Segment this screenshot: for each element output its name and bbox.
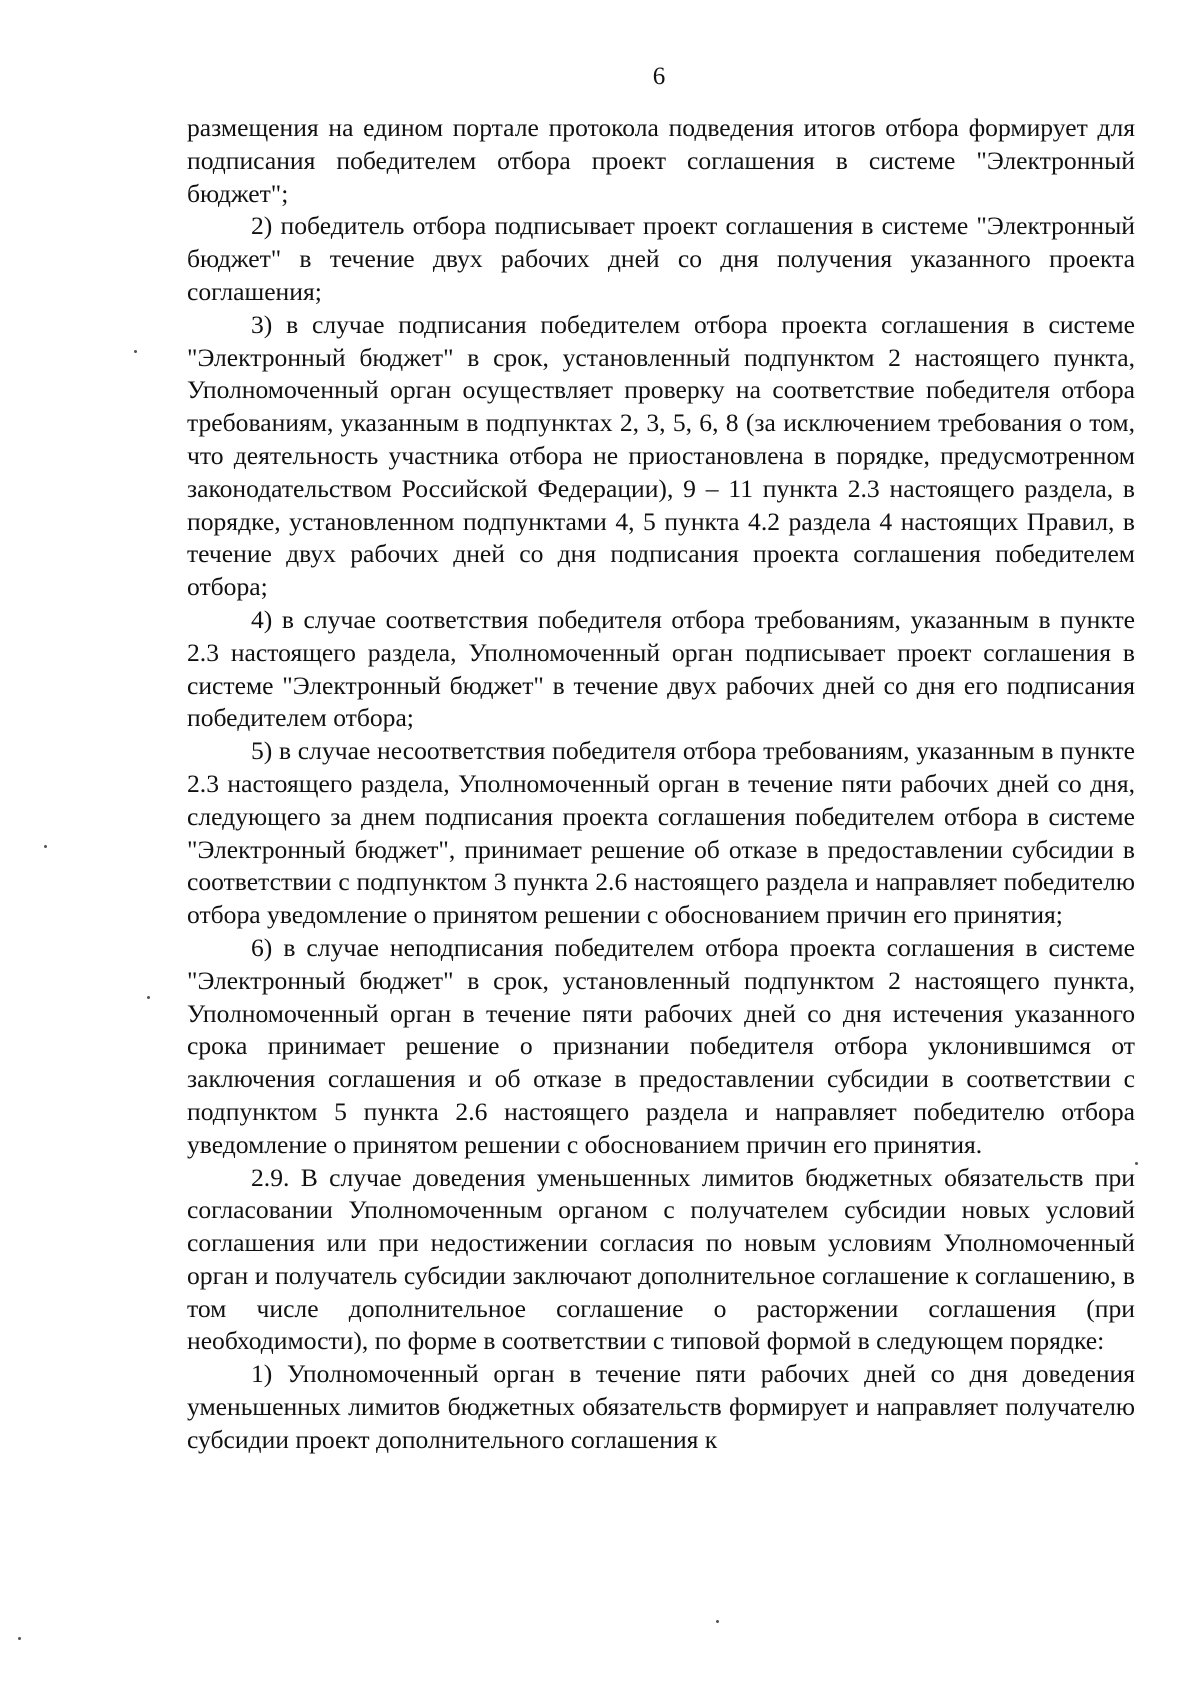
scan-speck [716,1620,719,1623]
scan-speck [44,845,47,848]
scan-speck [134,350,137,353]
paragraph-item-6: 6) в случае неподписания победителем отбора проекта соглашения в системе "Электронный бюджет" в срок, установленный подпунктом 2 настоящего пункта, Уполномоченный орган в течение пяти рабочих дней со дня истечения указанного срока принимает решение о признании победителя отбора уклонившимся от заключения соглашения и об отказе в предоставлении субсидии в соответствии с подпунктом 5 пункта 2.6 настоящего раздела и направляет победителю отбора уведомление о принятом решении с обоснованием причин его принятия. [187,932,1135,1159]
paragraph-subitem-1: 1) Уполномоченный орган в течение пяти рабочих дней со дня доведения уменьшенных лимитов бюджетных обязательств формирует и направляет получателю субсидии проект дополнительного соглашения к [187,1359,1135,1454]
paragraph-continuation: размещения на едином портале протокола подведения итогов отбора формирует для подписания победителем отбора проект соглашения в системе "Электронный бюджет"; [187,113,1135,208]
paragraph-section-2-9: 2.9. В случае доведения уменьшенных лимитов бюджетных обязательств при согласовании Уполномоченным органом с получателем субсидии новых условий соглашения или при недостижении согласия по новым условиям Уполномоченный орган и получатель субсидии заключают дополнительное соглашение к соглашению, в том числе дополнительное соглашение о расторжении соглашения (при необходимости), по форме в соответствии с типовой формой в следующем порядке: [187,1162,1135,1356]
scan-speck [147,996,150,999]
page-number: 6 [652,63,666,90]
scan-speck [18,1637,21,1640]
paragraph-item-5: 5) в случае несоответствия победителя отбора требованиям, указанным в пункте 2.3 настоящего раздела, Уполномоченный орган в течение пяти рабочих дней со дня, следующего за днем подписания проекта соглашения победителем отбора в системе "Электронный бюджет", принимает решение об отказе в предоставлении субсидии в соответствии с подпунктом 3 пункта 2.6 настоящего раздела и направляет победителю отбора уведомление о принятом решении с обоснованием причин его принятия; [187,736,1135,930]
paragraph-item-2: 2) победитель отбора подписывает проект соглашения в системе "Электронный бюджет" в течение двух рабочих дней со дня получения указанного проекта соглашения; [187,211,1135,306]
paragraph-item-3: 3) в случае подписания победителем отбора проекта соглашения в системе "Электронный бюджет" в срок, установленный подпунктом 2 настоящего пункта, Уполномоченный орган осуществляет проверку на соответствие победителя отбора требованиям, указанным в подпунктах 2, 3, 5, 6, 8 (за исключением требования о том, что деятельность участника отбора не приостановлена в порядке, предусмотренном законодательством Российской Федерации), 9 – 11 пункта 2.3 настоящего раздела, в порядке, установленном подпунктами 4, 5 пункта 4.2 раздела 4 настоящих Правил, в течение двух рабочих дней со дня подписания проекта соглашения победителем отбора; [187,309,1135,602]
scan-speck [1135,1162,1138,1165]
document-body [187,112,1135,1457]
paragraph-item-4: 4) в случае соответствия победителя отбора требованиям, указанным в пункте 2.3 настоящего раздела, Уполномоченный орган подписывает проект соглашения в системе "Электронный бюджет" в течение двух рабочих дней со дня его подписания победителем отбора; [187,604,1135,733]
